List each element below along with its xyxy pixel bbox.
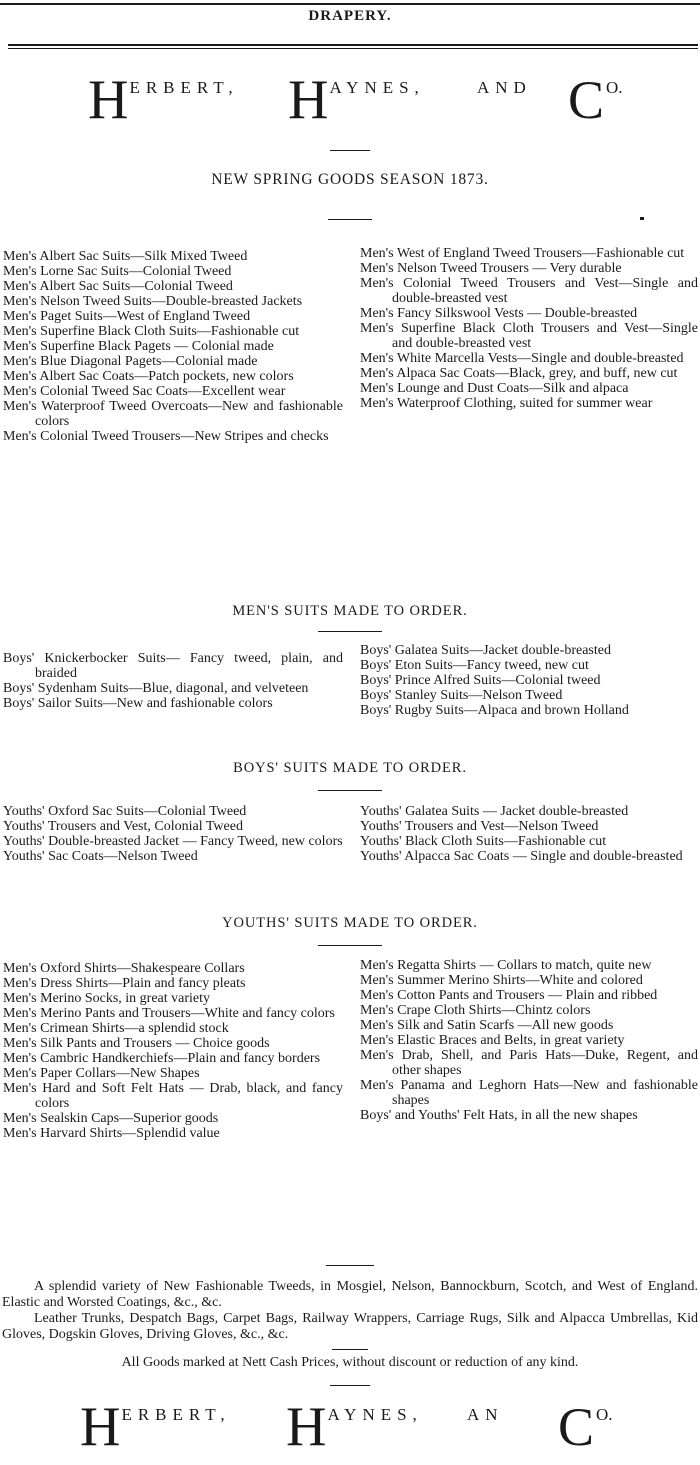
- accessories-right-column: [360, 958, 698, 1123]
- list-item: Men's Crape Cloth Shirts—Chintz colors: [360, 1003, 591, 1018]
- list-item: Boys' Sailor Suits—New and fashionable colors: [3, 696, 273, 711]
- season-title: NEW SPRING GOODS SEASON 1873.: [211, 171, 489, 188]
- list-item: Men's Sealskin Caps—Superior goods: [3, 1111, 219, 1126]
- list-item: Men's Albert Sac Coats—Patch pockets, new colors: [3, 369, 294, 384]
- list-item: Men's Regatta Shirts — Collars to match, quite new: [360, 958, 652, 973]
- cash-prices-notice: All Goods marked at Nett Cash Prices, without discount or reduction of any kind.: [121, 1355, 579, 1370]
- list-item: Men's Paget Suits—West of England Tweed: [3, 309, 251, 324]
- list-item: Boys' Eton Suits—Fancy tweed, new cut: [360, 658, 589, 673]
- list-item: Youths' Trousers and Vest, Colonial Tweed: [3, 819, 243, 834]
- list-item: Boys' Stanley Suits—Nelson Tweed: [360, 688, 563, 703]
- firm-initial: H: [286, 1396, 327, 1458]
- divider-dash: [330, 1385, 370, 1386]
- list-item: Men's Blue Diagonal Pagets—Colonial made: [3, 354, 258, 369]
- list-item: Men's Colonial Tweed Trousers—New Stripes and checks: [3, 429, 329, 444]
- list-item: Men's Albert Sac Suits—Colonial Tweed: [3, 279, 233, 294]
- divider-dash: [330, 150, 370, 151]
- list-item: Men's Superfine Black Pagets — Colonial made: [3, 339, 274, 354]
- goods-paragraph: Leather Trunks, Despatch Bags, Carpet Bags, Railway Wrappers, Carriage Rugs, Silk and Alpacca Umbrellas, Kid Gloves, Dogskin Gloves, Driving Gloves, &c., &c.: [2, 1311, 698, 1342]
- list-item: Men's Silk Pants and Trousers — Choice goods: [3, 1036, 270, 1051]
- firm-initial: H: [80, 1396, 121, 1458]
- list-item: Men's Colonial Tweed Sac Coats—Excellent wear: [3, 384, 286, 399]
- firm-word: ERBERT,: [129, 78, 239, 97]
- firm-word: AYNES,: [327, 1405, 423, 1424]
- firm-word: ERBERT,: [121, 1405, 231, 1424]
- list-item: Men's West of England Tweed Trousers—Fashionable cut: [360, 246, 685, 261]
- list-item: Men's Superfine Black Cloth Suits—Fashionable cut: [3, 324, 300, 339]
- list-item: Youths' Trousers and Vest—Nelson Tweed: [360, 819, 599, 834]
- list-item: Men's Albert Sac Suits—Silk Mixed Tweed: [3, 249, 248, 264]
- firm-word: AN: [467, 1405, 504, 1424]
- list-item: Men's Hard and Soft Felt Hats — Drab, black, and fancy colors: [3, 1081, 343, 1111]
- men-left-column: [3, 249, 343, 444]
- section-header: DRAPERY.: [308, 8, 392, 24]
- list-item: Youths' Alpacca Sac Coats — Single and double-breasted: [360, 849, 683, 864]
- firm-word: O.: [596, 1405, 613, 1424]
- list-item: Men's Waterproof Clothing, suited for summer wear: [360, 396, 653, 411]
- list-item: Men's Lorne Sac Suits—Colonial Tweed: [3, 264, 232, 279]
- divider-dash: [318, 790, 382, 791]
- list-item: Men's Summer Merino Shirts—White and colored: [360, 973, 643, 988]
- list-item: Men's Dress Shirts—Plain and fancy pleats: [3, 976, 246, 991]
- list-item: Men's Superfine Black Cloth Trousers and Vest—Single and double-breasted vest: [360, 321, 698, 351]
- firm-word: AND: [477, 78, 532, 97]
- list-item: Men's Merino Pants and Trousers—White and fancy colors: [3, 1006, 335, 1021]
- list-item: Youths' Black Cloth Suits—Fashionable cut: [360, 834, 607, 849]
- list-item: Men's Lounge and Dust Coats—Silk and alpaca: [360, 381, 629, 396]
- list-item: Men's Colonial Tweed Trousers and Vest—Single and double-breasted vest: [360, 276, 698, 306]
- firm-initial: H: [88, 69, 129, 131]
- top-rule: [0, 3, 700, 5]
- list-item: Men's Oxford Shirts—Shakespeare Collars: [3, 961, 245, 976]
- list-item: Men's Drab, Shell, and Paris Hats—Duke, Regent, and other shapes: [360, 1048, 698, 1078]
- divider-dash: [332, 1349, 368, 1350]
- list-item: Boys' Knickerbocker Suits— Fancy tweed, plain, and braided: [3, 651, 343, 681]
- accessories-left-column: [3, 961, 343, 1141]
- list-item: Men's Cotton Pants and Trousers — Plain and ribbed: [360, 988, 658, 1003]
- boys-left-column: [3, 651, 343, 711]
- divider-mark: [640, 217, 644, 220]
- list-item: Youths' Sac Coats—Nelson Tweed: [3, 849, 198, 864]
- divider-dash: [318, 631, 382, 632]
- list-item: Boys' Sydenham Suits—Blue, diagonal, and velveteen: [3, 681, 309, 696]
- tweeds-paragraph: A splendid variety of New Fashionable Tweeds, in Mosgiel, Nelson, Bannockburn, Scotch, and West of England. Elastic and Worsted Coatings, &c., &c.: [2, 1279, 698, 1310]
- men-right-column: [360, 246, 698, 411]
- header-rule-thin: [8, 48, 698, 49]
- firm-name-bottom: [0, 1396, 700, 1463]
- firm-word: AYNES,: [329, 78, 425, 97]
- firm-word: O.: [606, 78, 623, 97]
- firm-initial: C: [568, 70, 605, 130]
- youths-left-column: [3, 804, 343, 864]
- list-item: Youths' Double-breasted Jacket — Fancy Tweed, new colors: [3, 834, 343, 849]
- list-item: Men's Panama and Leghorn Hats—New and fashionable shapes: [360, 1078, 698, 1108]
- list-item: Men's Harvard Shirts—Splendid value: [3, 1126, 220, 1141]
- divider-dash: [318, 945, 382, 946]
- list-item: Men's Nelson Tweed Suits—Double-breasted Jackets: [3, 294, 303, 309]
- divider-dash: [326, 1265, 374, 1266]
- firm-initial: H: [288, 69, 329, 131]
- list-item: Men's Crimean Shirts—a splendid stock: [3, 1021, 229, 1036]
- boys-right-column: [360, 643, 698, 718]
- list-item: Youths' Galatea Suits — Jacket double-breasted: [360, 804, 629, 819]
- list-item: Men's Waterproof Tweed Overcoats—New and fashionable colors: [3, 399, 343, 429]
- list-item: Men's Silk and Satin Scarfs —All new goods: [360, 1018, 614, 1033]
- list-item: Men's Nelson Tweed Trousers — Very durable: [360, 261, 622, 276]
- youths-right-column: [360, 804, 698, 864]
- list-item: Men's Alpaca Sac Coats—Black, grey, and buff, new cut: [360, 366, 678, 381]
- list-item: Boys' Rugby Suits—Alpaca and brown Holland: [360, 703, 629, 718]
- divider-dash: [328, 219, 372, 220]
- list-item: Men's Paper Collars—New Shapes: [3, 1066, 200, 1081]
- firm-name-top: [0, 69, 700, 136]
- list-item: Men's Merino Socks, in great variety: [3, 991, 211, 1006]
- header-rule-thick: [8, 44, 698, 46]
- list-item: Boys' and Youths' Felt Hats, in all the new shapes: [360, 1108, 638, 1123]
- list-item: Boys' Galatea Suits—Jacket double-breasted: [360, 643, 611, 658]
- list-item: Youths' Oxford Sac Suits—Colonial Tweed: [3, 804, 247, 819]
- list-item: Men's Fancy Silkswool Vests — Double-breasted: [360, 306, 638, 321]
- section-heading: YOUTHS' SUITS MADE TO ORDER.: [222, 915, 478, 931]
- list-item: Boys' Prince Alfred Suits—Colonial tweed: [360, 673, 601, 688]
- list-item: Men's Cambric Handkerchiefs—Plain and fancy borders: [3, 1051, 321, 1066]
- list-item: Men's Elastic Braces and Belts, in great variety: [360, 1033, 625, 1048]
- section-heading: BOYS' SUITS MADE TO ORDER.: [233, 760, 467, 776]
- list-item: Men's White Marcella Vests—Single and double-breasted: [360, 351, 684, 366]
- section-heading: MEN'S SUITS MADE TO ORDER.: [232, 603, 468, 619]
- firm-initial: C: [558, 1397, 595, 1457]
